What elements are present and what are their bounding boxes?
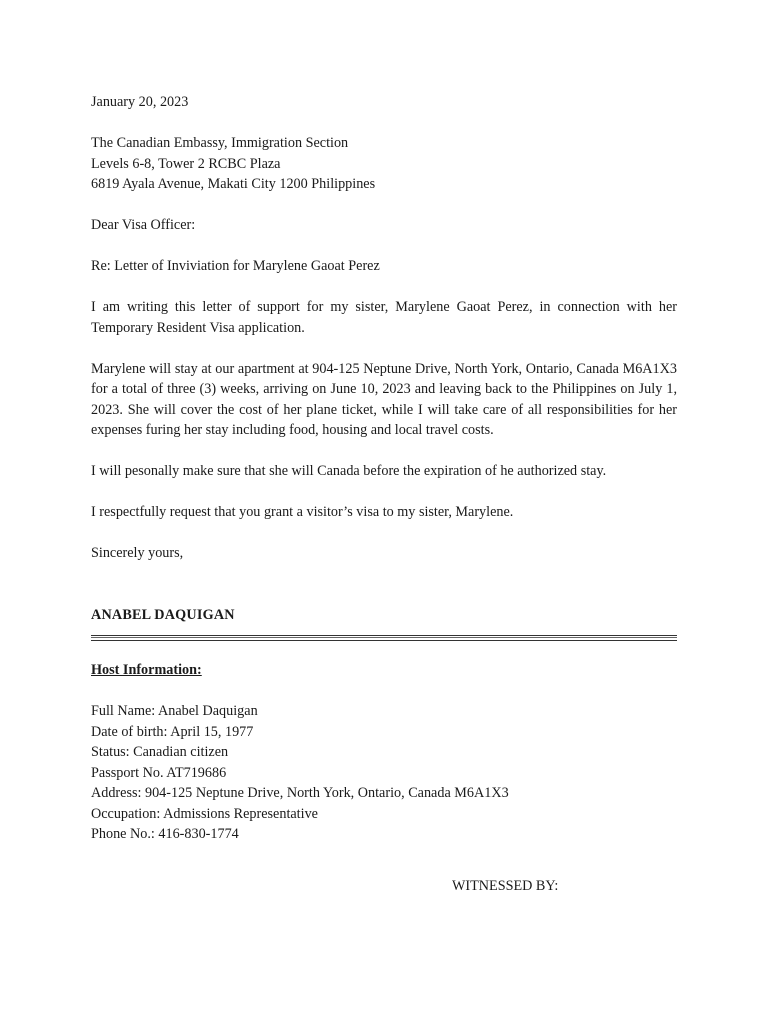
recipient-line: The Canadian Embassy, Immigration Section: [91, 135, 349, 151]
spacer: [91, 482, 677, 503]
body-paragraph-3: I will pesonally make sure that she will Canada before the expiration of he authorized stay.: [91, 463, 607, 479]
host-occupation: Occupation: Admissions Representative: [91, 805, 318, 822]
spacer: [91, 441, 677, 462]
host-date-of-birth: Date of birth: April 15, 1977: [91, 723, 254, 740]
section-divider: [91, 635, 677, 641]
host-address: Address: 904-125 Neptune Drive, North York, Ontario, Canada M6A1X3: [91, 785, 509, 801]
spacer: [91, 523, 677, 544]
recipient-line: 6819 Ayala Avenue, Makati City 1200 Philippines: [91, 176, 376, 192]
spacer: [91, 277, 677, 298]
recipient-line: Levels 6-8, Tower 2 RCBC Plaza: [91, 155, 281, 172]
body-paragraph-1: I am writing this letter of support for my sister, Marylene Gaoat Perez, in connection with her Temporary Resident Visa application.: [91, 299, 677, 336]
letter-body: [91, 92, 677, 845]
body-paragraph-2: Marylene will stay at our apartment at 904-125 Neptune Drive, North York, Ontario, Canada M6A1X3 for a total of three (3) weeks, arriving on June 10, 2023 and leaving back to the Philippines on July 1, 2023. She will cover the cost of her plane ticket, while I will take care of all responsibilities for her expenses furing her stay including food, housing and local travel costs.: [91, 360, 677, 438]
host-full-name: Full Name: Anabel Daquigan: [91, 703, 258, 719]
salutation: Dear Visa Officer:: [91, 217, 196, 233]
spacer: [91, 195, 677, 216]
spacer: [91, 113, 677, 134]
body-paragraph-4: I respectfully request that you grant a visitor’s visa to my sister, Marylene.: [91, 504, 514, 520]
recipient-address: [91, 133, 677, 195]
closing: Sincerely yours,: [91, 545, 184, 561]
host-phone: Phone No.: 416-830-1774: [91, 826, 239, 842]
host-status: Status: Canadian citizen: [91, 744, 229, 760]
spacer: [91, 584, 677, 605]
host-info-heading: Host Information:: [91, 662, 202, 678]
spacer: [91, 641, 677, 660]
subject-line: Re: Letter of Inviviation for Marylene Gaoat Perez: [91, 258, 380, 274]
witnessed-by-label: WITNESSED BY:: [452, 878, 559, 894]
spacer: [91, 236, 677, 257]
host-passport: Passport No. AT719686: [91, 764, 227, 781]
spacer: [91, 564, 677, 585]
spacer: [91, 681, 677, 702]
host-info-list: [91, 701, 677, 845]
signer-name: ANABEL DAQUIGAN: [91, 606, 235, 623]
spacer: [91, 338, 677, 359]
letter-date: January 20, 2023: [91, 94, 189, 110]
